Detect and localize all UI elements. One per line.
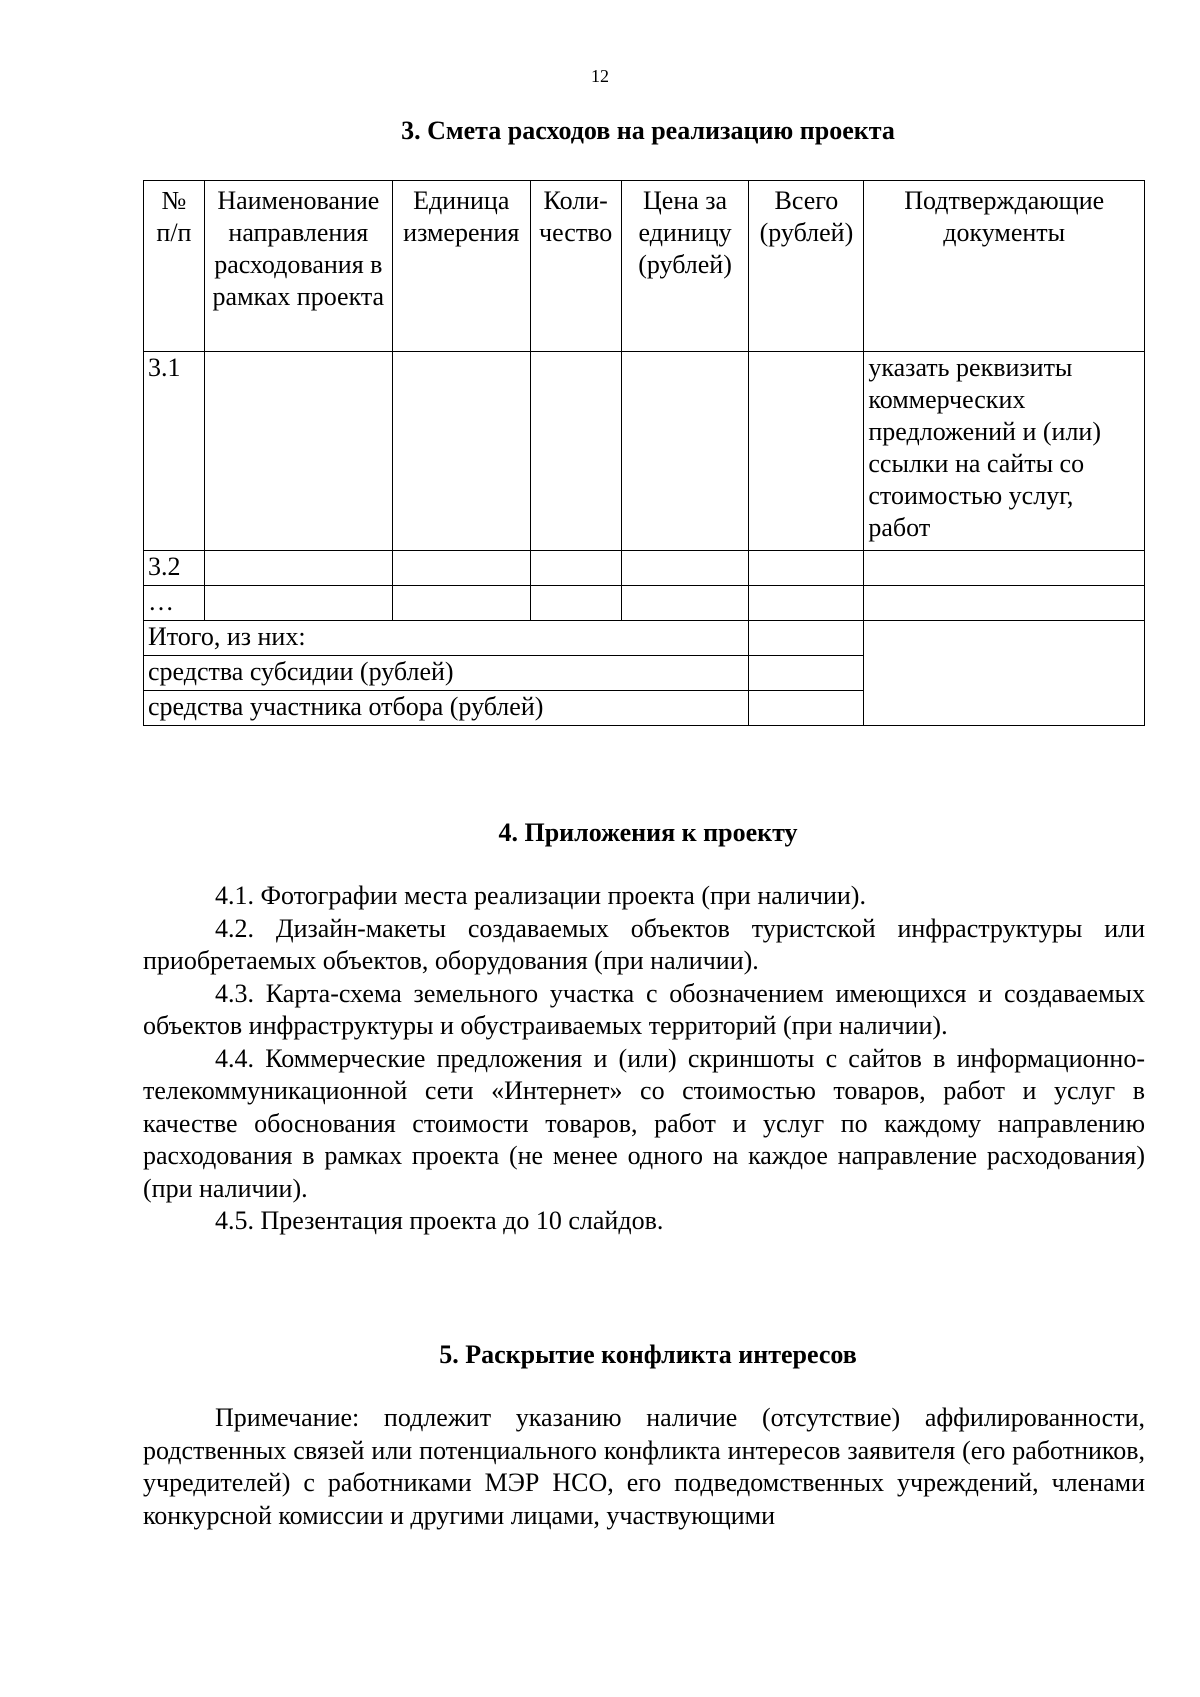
conflict-note xyxy=(143,1402,1145,1532)
section-3-title: 3. Смета расходов на реализацию проекта xyxy=(401,116,895,145)
header-unit: Единица измерения xyxy=(392,181,530,352)
header-docs: Подтверждающие документы xyxy=(864,181,1145,352)
cell-name xyxy=(204,352,392,551)
cell-name xyxy=(204,586,392,621)
cell-price xyxy=(621,551,749,586)
cell-name xyxy=(204,551,392,586)
header-num: № п/п xyxy=(144,181,205,352)
list-item: 4.3. Карта-схема земельного участка с обозначением имеющихся и создаваемых объектов инфраструктуры и обустраиваемых территорий (при наличии). xyxy=(143,978,1145,1040)
participant-value xyxy=(749,691,864,726)
list-item: 4.5. Презентация проекта до 10 слайдов. xyxy=(215,1206,664,1235)
cell-unit xyxy=(392,586,530,621)
cell-unit xyxy=(392,551,530,586)
expense-estimate-table xyxy=(143,180,1145,726)
summary-docs-cell xyxy=(864,621,1145,726)
total-label: Итого, из них: xyxy=(144,621,749,656)
row-num: 3.2 xyxy=(144,551,205,586)
list-item: 4.1. Фотографии места реализации проекта (при наличии). xyxy=(215,881,866,910)
header-total: Всего (рублей) xyxy=(749,181,864,352)
table-row xyxy=(144,551,1145,586)
cell-total xyxy=(749,586,864,621)
table-row xyxy=(144,352,1145,551)
page-number: 12 xyxy=(591,66,609,86)
row-docs: указать реквизиты коммерческих предложений и (или) ссылки на сайты со стоимостью услуг, работ xyxy=(864,352,1145,551)
header-qty: Коли-чество xyxy=(530,181,621,352)
table-header-row xyxy=(144,181,1145,352)
participant-label: средства участника отбора (рублей) xyxy=(144,691,749,726)
cell-unit xyxy=(392,352,530,551)
list-item: 4.4. Коммерческие предложения и (или) скриншоты с сайтов в информационно-телекоммуникационной сети «Интернет» со стоимостью товаров, работ и услуг в качестве обоснования стоимости товаров, работ и услуг по каждому направлению расходования в рамках проекта (не менее одного на каждое направление расходования) (при наличии). xyxy=(143,1043,1145,1203)
cell-qty xyxy=(530,352,621,551)
table-row xyxy=(144,586,1145,621)
list-item: 4.2. Дизайн-макеты создаваемых объектов туристской инфраструктуры или приобретаемых объектов, оборудования (при наличии). xyxy=(143,913,1145,975)
row-num: 3.1 xyxy=(144,352,205,551)
cell-total xyxy=(749,352,864,551)
section-4-title: 4. Приложения к проекту xyxy=(498,818,798,847)
row-docs xyxy=(864,586,1145,621)
row-num: … xyxy=(144,586,205,621)
attachments-list xyxy=(143,880,1145,1238)
row-docs xyxy=(864,551,1145,586)
cell-qty xyxy=(530,586,621,621)
summary-row-total xyxy=(144,621,1145,656)
cell-total xyxy=(749,551,864,586)
subsidy-value xyxy=(749,656,864,691)
cell-qty xyxy=(530,551,621,586)
section-5-title: 5. Раскрытие конфликта интересов xyxy=(439,1340,857,1369)
cell-price xyxy=(621,352,749,551)
total-value xyxy=(749,621,864,656)
subsidy-label: средства субсидии (рублей) xyxy=(144,656,749,691)
note-text: Примечание: подлежит указанию наличие (отсутствие) аффилированности, родственных связей или потенциального конфликта интересов заявителя (его работников, учредителей) с работниками МЭР НСО, его подведомственных учреждений, членами конкурсной комиссии и другими лицами, участвующими xyxy=(143,1403,1145,1530)
header-price: Цена за единицу (рублей) xyxy=(621,181,749,352)
header-name: Наименование направления расходования в рамках проекта xyxy=(204,181,392,352)
cell-price xyxy=(621,586,749,621)
